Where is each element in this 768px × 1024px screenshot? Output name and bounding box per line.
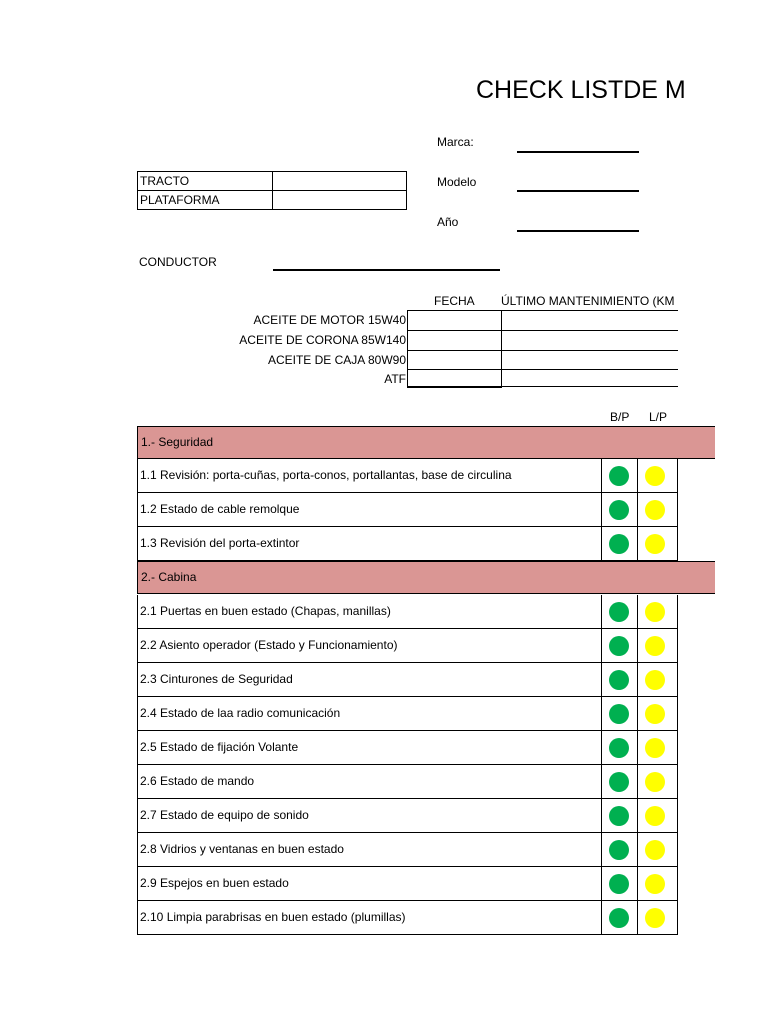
good-status-indicator[interactable] [609, 840, 629, 860]
checklist-item-label: 2.10 Limpia parabrisas en buen estado (plumillas) [140, 910, 406, 924]
oil-row-label: ACEITE DE MOTOR 15W40 [253, 313, 406, 327]
warn-status-indicator[interactable] [645, 636, 665, 656]
oil-header-ultimo: ÚLTIMO MANTENIMIENTO (KM [501, 294, 675, 308]
section-title: 1.- Seguridad [141, 435, 214, 449]
oil-row-label: ACEITE DE CAJA 80W90 [267, 353, 406, 367]
checklist-item-label: 1.3 Revisión del porta-extintor [140, 536, 300, 550]
warn-status-indicator[interactable] [645, 466, 665, 486]
oil-table-bottom-border [407, 386, 678, 387]
checklist-item [137, 731, 678, 765]
oil-fecha-cell[interactable] [407, 310, 502, 330]
checklist-item-label: 2.5 Estado de fijación Volante [140, 740, 299, 754]
vehicle-row-plataforma [138, 191, 407, 210]
modelo-label: Modelo [437, 175, 477, 189]
good-status-indicator[interactable] [609, 500, 629, 520]
checklist-item [137, 629, 678, 663]
good-status-indicator[interactable] [609, 704, 629, 724]
cell-divider [637, 663, 638, 696]
warn-status-indicator[interactable] [645, 772, 665, 792]
vehicle-row-value[interactable] [273, 191, 407, 210]
warn-status-indicator[interactable] [645, 704, 665, 724]
good-status-indicator[interactable] [609, 908, 629, 928]
cell-divider [601, 799, 602, 832]
good-status-indicator[interactable] [609, 874, 629, 894]
checklist-item [137, 527, 678, 561]
checklist-item-label: 1.1 Revisión: porta-cuñas, porta-conos, portallantas, base de circulina [140, 468, 512, 482]
good-status-indicator[interactable] [609, 670, 629, 690]
anio-field[interactable] [517, 230, 639, 232]
checklist-item [137, 663, 678, 697]
cell-divider [601, 901, 602, 934]
warn-status-indicator[interactable] [645, 670, 665, 690]
oil-fecha-cell[interactable] [407, 350, 502, 370]
warn-status-indicator[interactable] [645, 738, 665, 758]
cell-divider [637, 833, 638, 866]
good-status-indicator[interactable] [609, 772, 629, 792]
good-status-indicator[interactable] [609, 602, 629, 622]
checklist-item-label: 2.3 Cinturones de Seguridad [140, 672, 293, 686]
warn-status-indicator[interactable] [645, 534, 665, 554]
anio-label: Año [437, 215, 459, 229]
cell-divider [637, 901, 638, 934]
cell-divider [601, 867, 602, 900]
cell-divider [637, 493, 638, 526]
cell-divider [637, 799, 638, 832]
checklist-item [137, 799, 678, 833]
checklist-item-label: 2.1 Puertas en buen estado (Chapas, manillas) [140, 604, 391, 618]
good-status-indicator[interactable] [609, 738, 629, 758]
vehicle-row-tracto [138, 172, 407, 191]
checklist-item [137, 901, 678, 935]
section-cabina [137, 561, 715, 594]
cell-divider [637, 731, 638, 764]
conductor-field[interactable] [273, 269, 500, 271]
cell-divider [637, 765, 638, 798]
warn-status-indicator[interactable] [645, 874, 665, 894]
cell-divider [601, 697, 602, 730]
warn-status-indicator[interactable] [645, 908, 665, 928]
warn-status-indicator[interactable] [645, 602, 665, 622]
cell-divider [601, 493, 602, 526]
checklist-item [137, 867, 678, 901]
oil-row [200, 330, 678, 350]
warn-status-indicator[interactable] [645, 840, 665, 860]
oil-km-cell[interactable] [501, 350, 678, 370]
section-seguridad [137, 426, 715, 459]
oil-row-label: ATF [384, 372, 406, 386]
warn-status-indicator[interactable] [645, 500, 665, 520]
marca-label: Marca: [437, 135, 474, 149]
warn-status-indicator[interactable] [645, 806, 665, 826]
checklist-item-label: 2.9 Espejos en buen estado [140, 876, 289, 890]
oil-fecha-cell[interactable] [407, 330, 502, 350]
checklist-item-label: 2.2 Asiento operador (Estado y Funcionamiento) [140, 638, 398, 652]
cell-divider [601, 527, 602, 560]
oil-row [200, 350, 678, 370]
cell-divider [637, 459, 638, 492]
checklist-item-label: 2.6 Estado de mando [140, 774, 255, 788]
checklist-item [137, 697, 678, 731]
checklist-item-label: 2.4 Estado de laa radio comunicación [140, 706, 341, 720]
cell-divider [601, 595, 602, 628]
section-title: 2.- Cabina [141, 570, 197, 584]
cell-divider [637, 527, 638, 560]
cell-divider [601, 459, 602, 492]
vehicle-row-label: PLATAFORMA [138, 191, 273, 210]
vehicle-row-value[interactable] [273, 172, 407, 191]
checklist-item [137, 595, 678, 629]
lp-header: L/P [649, 410, 668, 424]
good-status-indicator[interactable] [609, 636, 629, 656]
oil-km-cell[interactable] [501, 310, 678, 330]
checklist-item [137, 833, 678, 867]
oil-km-cell[interactable] [501, 330, 678, 350]
good-status-indicator[interactable] [609, 806, 629, 826]
checklist-item [137, 765, 678, 799]
page-title: CHECK LISTDE M [476, 76, 686, 104]
modelo-field[interactable] [517, 190, 639, 192]
cell-divider [637, 629, 638, 662]
cell-divider [637, 697, 638, 730]
cell-divider [601, 765, 602, 798]
conductor-label: CONDUCTOR [139, 255, 217, 269]
bp-header: B/P [610, 410, 630, 424]
cell-divider [637, 595, 638, 628]
checklist-item [137, 493, 678, 527]
good-status-indicator[interactable] [609, 466, 629, 486]
cell-divider [601, 731, 602, 764]
cell-divider [601, 663, 602, 696]
oil-row-label: ACEITE DE CORONA 85W140 [239, 333, 406, 347]
cell-divider [601, 833, 602, 866]
good-status-indicator[interactable] [609, 534, 629, 554]
oil-header-fecha: FECHA [434, 294, 475, 308]
oil-row [200, 310, 678, 330]
marca-field[interactable] [517, 151, 639, 153]
cell-divider [637, 867, 638, 900]
vehicle-row-label: TRACTO [138, 172, 273, 191]
cell-divider [601, 629, 602, 662]
checklist-item [137, 459, 678, 493]
checklist-item-label: 2.8 Vidrios y ventanas en buen estado [140, 842, 344, 856]
vehicle-table [137, 171, 407, 210]
checklist-item-label: 1.2 Estado de cable remolque [140, 502, 300, 516]
checklist-item-label: 2.7 Estado de equipo de sonido [140, 808, 309, 822]
